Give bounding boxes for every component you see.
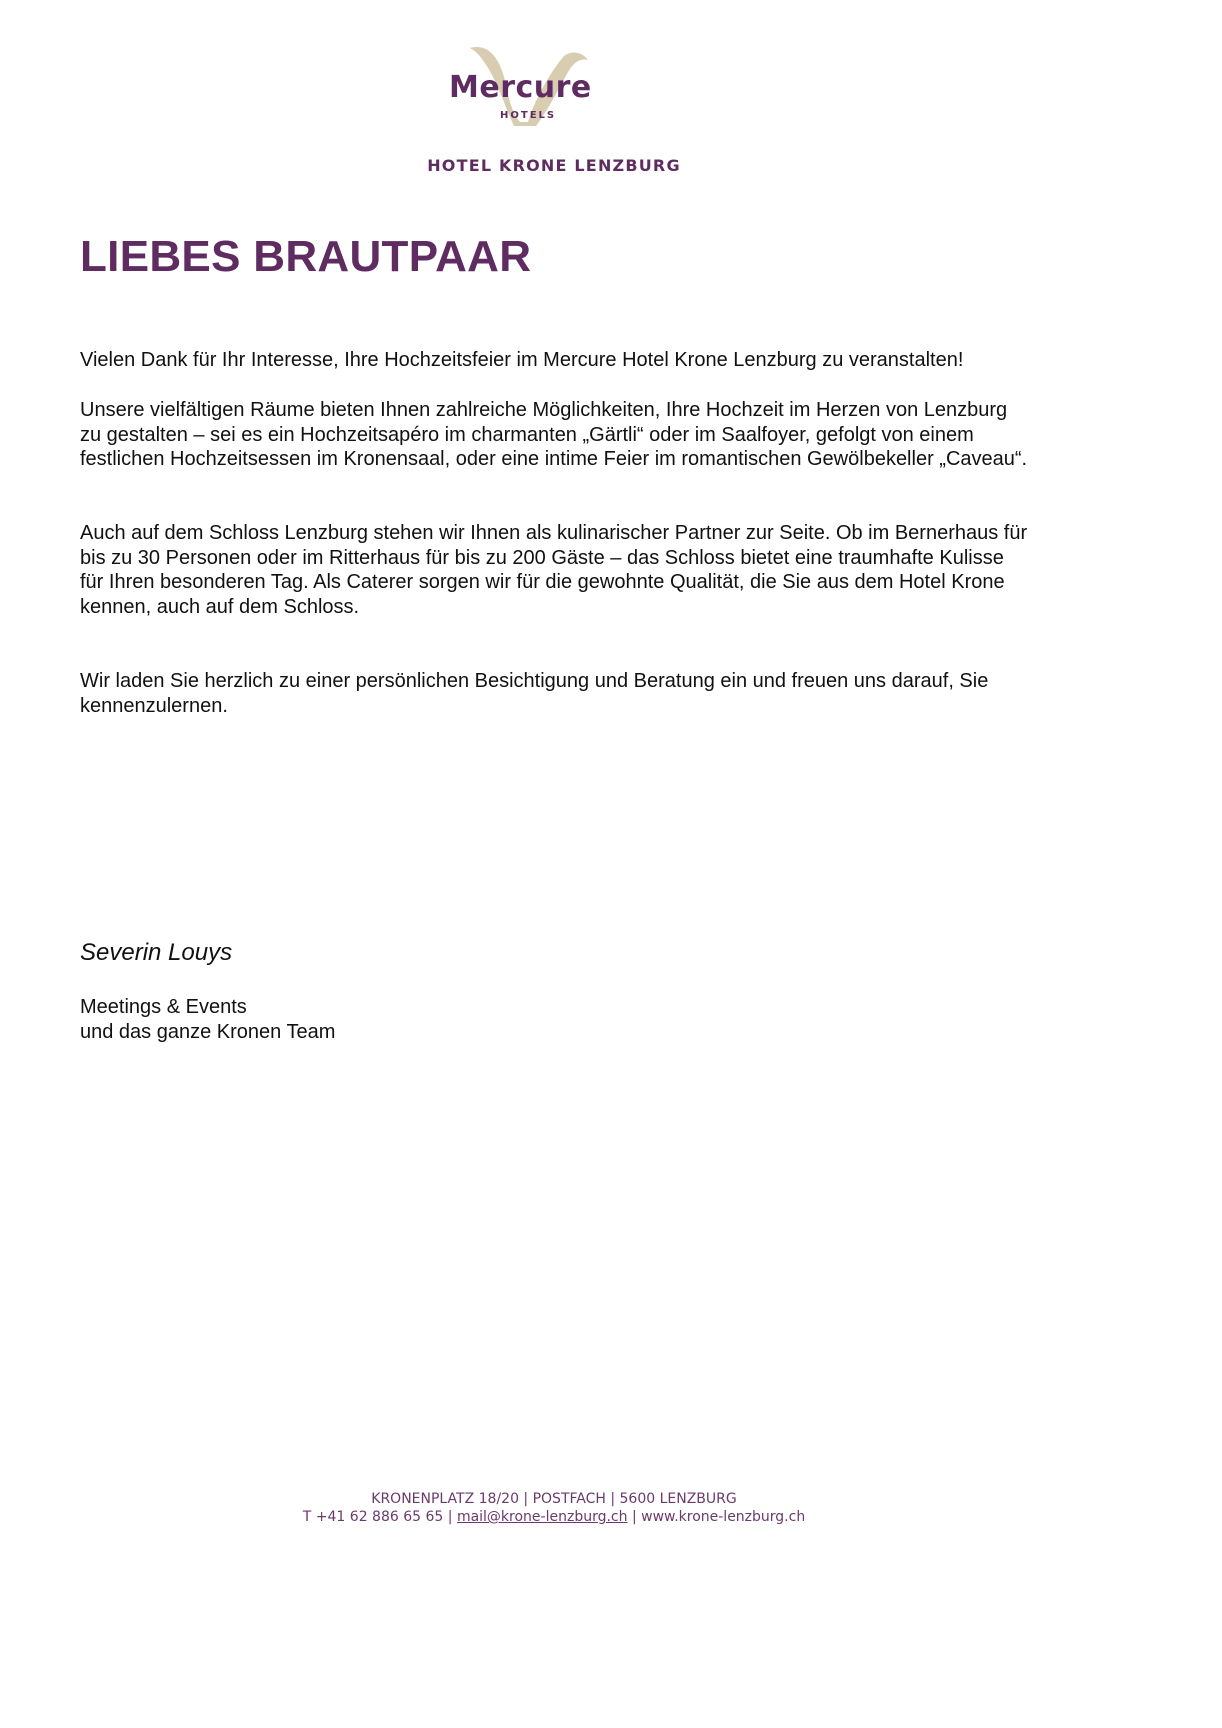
signature-block [80, 995, 335, 1044]
paragraph-schloss: Auch auf dem Schloss Lenzburg stehen wir Ihnen als kulinarischer Partner zur Seite. Ob im Bernerhaus für bis zu 30 Personen oder im Ritterhaus für bis zu 200 Gäste – das Schloss bietet eine traumhafte Kulisse für Ihren besonderen Tag. Als Caterer sorgen wir für die gewohnte Qualität, die Sie aus dem Hotel Krone kennen, auch auf dem Schloss. [80, 522, 1028, 618]
footer-separator: | [631, 1509, 637, 1525]
signature-name: Severin Louys [80, 939, 233, 966]
footer-contact [0, 1508, 1108, 1526]
footer [0, 1490, 1108, 1526]
mercure-logo [440, 40, 620, 132]
paragraph-rooms: Unsere vielfältigen Räume bieten Ihnen zahlreiche Möglichkeiten, Ihre Hochzeit im Herzen von Lenzburg zu gestalten – sei es ein Hochzeitsapéro im charmanten „Gärtli“ oder im Saalfoyer, gefolgt von einem festlichen Hochzeitsessen im Kronensaal, oder eine intime Feier im romantischen Gewölbekeller „Caveau“. [80, 399, 1028, 471]
signature-team: und das ganze Kronen Team [80, 1020, 336, 1043]
logo-sub-text: HOTELS [500, 110, 557, 121]
hotel-name: HOTEL KRONE LENZBURG [427, 156, 681, 175]
footer-separator: | [447, 1509, 453, 1525]
footer-email-link[interactable]: mail@krone-lenzburg.ch [456, 1509, 628, 1525]
footer-phone: T +41 62 886 65 65 [302, 1509, 444, 1525]
page-title: LIEBES BRAUTPAAR [80, 232, 532, 281]
paragraph-intro: Vielen Dank für Ihr Interesse, Ihre Hochzeitsfeier im Mercure Hotel Krone Lenzburg zu veranstalten! [80, 349, 964, 371]
footer-address: KRONENPLATZ 18/20 | POSTFACH | 5600 LENZBURG [371, 1491, 737, 1507]
paragraph-invitation: Wir laden Sie herzlich zu einer persönlichen Besichtigung und Beratung ein und freuen uns darauf, Sie kennenzulernen. [80, 670, 989, 717]
logo-brand-text: Mercure [449, 70, 592, 105]
footer-website-link[interactable]: www.krone-lenzburg.ch [641, 1509, 806, 1525]
signature-department: Meetings & Events [80, 996, 247, 1018]
